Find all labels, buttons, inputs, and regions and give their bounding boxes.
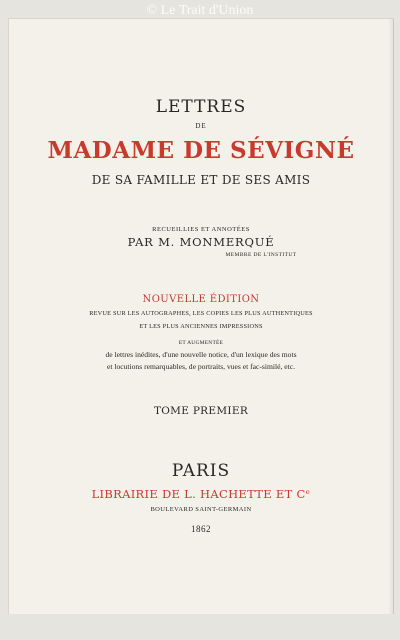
edition-line-2: ET LES PLUS ANCIENNES IMPRESSIONS (139, 323, 263, 330)
title-page (8, 18, 394, 616)
publisher-name: LIBRAIRIE DE L. HACHETTE ET Cᵉ (91, 487, 311, 501)
title-subtitle: DE SA FAMILLE ET DE SES AMIS (91, 173, 311, 187)
edition-line-3: ET AUGMENTÉE (178, 340, 224, 346)
publisher-city: PARIS (171, 461, 231, 481)
editor-name: PAR M. MONMERQUÉ (127, 235, 275, 249)
title-lettres: LETTRES (155, 97, 247, 117)
edition-line-4: de lettres inédites, d'une nouvelle notice, d'un lexique des mots (105, 350, 297, 359)
edition-label: NOUVELLE ÉDITION (142, 294, 260, 305)
publisher-address: BOULEVARD SAINT-GERMAIN (150, 506, 252, 513)
watermark-text: © Le Trait d'Union (146, 3, 254, 18)
publication-year: 1862 (191, 524, 211, 534)
edition-line-1: REVUE SUR LES AUTOGRAPHES, LES COPIES LES PLUS AUTHENTIQUES (89, 310, 313, 317)
edition-line-5: et locutions remarquables, de portraits, vues et fac-similé, etc. (106, 362, 296, 371)
title-author: MADAME DE SÉVIGNÉ (47, 137, 355, 164)
editor-role: MEMBRE DE L'INSTITUT (225, 252, 297, 258)
background-strip (0, 614, 400, 640)
title-de: DE (195, 122, 207, 130)
editor-collected: RECUEILLIES ET ANNOTÉES (152, 226, 250, 233)
volume-label: TOME PREMIER (153, 405, 249, 417)
